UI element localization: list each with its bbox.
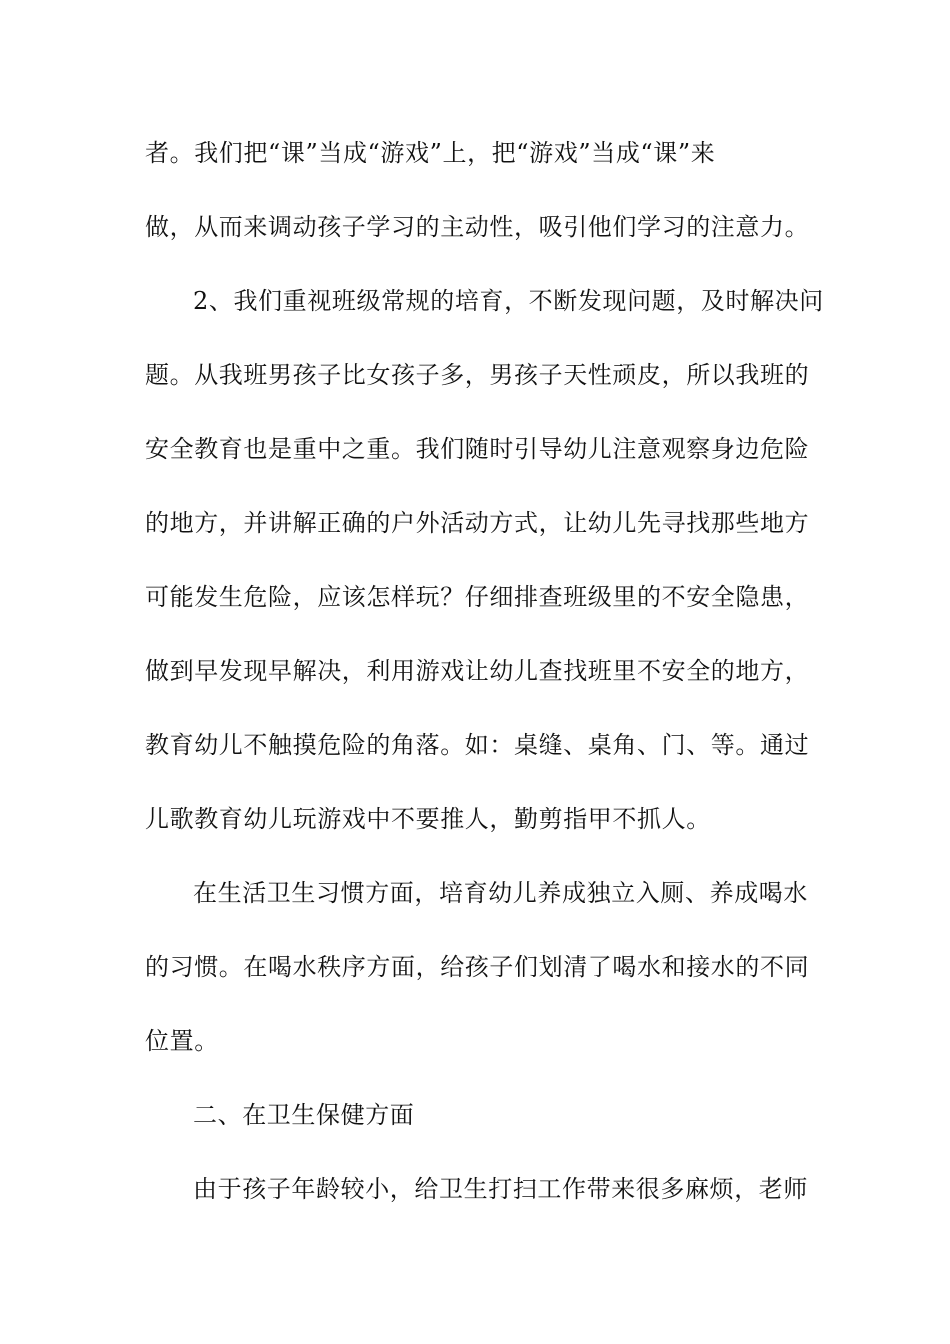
text-line: 做，从而来调动孩子学习的主动性，吸引他们学习的注意力。	[145, 213, 810, 241]
text-line: 儿歌教育幼儿玩游戏中不要推人，勤剪指甲不抓人。	[145, 805, 711, 833]
text-line: 位置。	[145, 1027, 219, 1055]
text-line: 可能发生危险，应该怎样玩？仔细排查班级里的不安全隐患，	[145, 583, 810, 611]
paragraph-start-line: 在生活卫生习惯方面，培育幼儿养成独立入厕、养成喝水	[193, 879, 808, 907]
text-line: 的习惯。在喝水秩序方面，给孩子们划清了喝水和接水的不同	[145, 953, 810, 981]
text-line: 的地方，并讲解正确的户外活动方式，让幼儿先寻找那些地方	[145, 509, 810, 537]
text-line: 做到早发现早解决，利用游戏让幼儿查找班里不安全的地方，	[145, 657, 810, 685]
text-line: 题。从我班男孩子比女孩子多，男孩子天性顽皮，所以我班的	[145, 361, 810, 389]
text-line: 者。我们把“课”当成“游戏”上，把“游戏”当成“课”来	[145, 139, 716, 167]
paragraph-start-line: 由于孩子年龄较小，给卫生打扫工作带来很多麻烦，老师	[193, 1175, 808, 1203]
section-heading: 二、在卫生保健方面	[193, 1101, 415, 1129]
paragraph-start-line: 2、我们重视班级常规的培育，不断发现问题，及时解决问	[193, 287, 824, 315]
text-line: 教育幼儿不触摸危险的角落。如：桌缝、桌角、门、等。通过	[145, 731, 810, 759]
text-line: 安全教育也是重中之重。我们随时引导幼儿注意观察身边危险	[145, 435, 810, 463]
